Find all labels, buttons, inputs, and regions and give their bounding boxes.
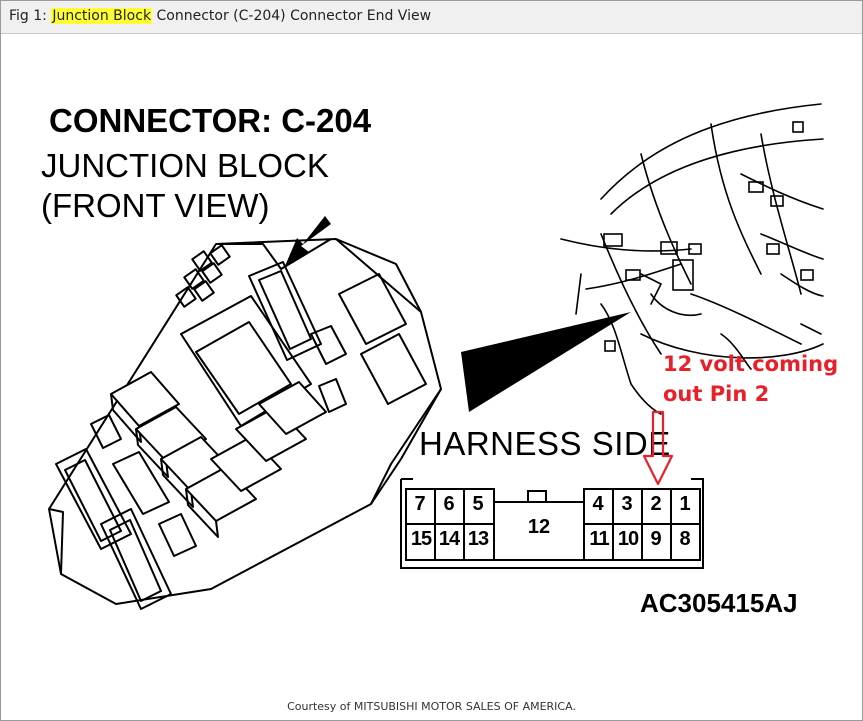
harness-side-label: HARNESS SIDE: [419, 425, 671, 462]
title-suffix: Connector (C-204) Connector End View: [152, 8, 432, 24]
pin-1: 1: [679, 493, 691, 515]
figure-title: [9, 8, 431, 24]
part-number: AC305415AJ: [640, 588, 798, 618]
pin-13: 13: [467, 528, 489, 550]
pin-6: 6: [443, 493, 455, 515]
title-prefix: Fig 1:: [9, 8, 52, 24]
courtesy-footer: Courtesy of MITSUBISHI MOTOR SALES OF AMERICA.: [287, 700, 576, 713]
pin-15: 15: [410, 528, 432, 550]
connector-diagram: [1, 34, 862, 720]
pin-4: 4: [592, 493, 604, 515]
pin-7: 7: [414, 493, 426, 515]
pin-11: 11: [589, 528, 609, 550]
title-highlight: Junction Block: [52, 8, 152, 24]
figure-title-bar: [1, 1, 862, 34]
pin-3: 3: [621, 493, 633, 515]
pin-8: 8: [679, 528, 691, 550]
connector-heading: CONNECTOR: C-204: [49, 102, 372, 139]
front-view-label: (FRONT VIEW): [41, 187, 270, 224]
annotation-line-1: 12 volt coming: [663, 352, 839, 376]
annotation-line-2: out Pin 2: [663, 382, 770, 406]
pin-2: 2: [650, 493, 662, 515]
pin-10: 10: [617, 528, 639, 550]
pin-5: 5: [472, 493, 484, 515]
pin-12: 12: [527, 516, 551, 538]
pin-9: 9: [650, 528, 662, 550]
junction-block-label: JUNCTION BLOCK: [41, 147, 329, 184]
pin-14: 14: [438, 528, 460, 550]
